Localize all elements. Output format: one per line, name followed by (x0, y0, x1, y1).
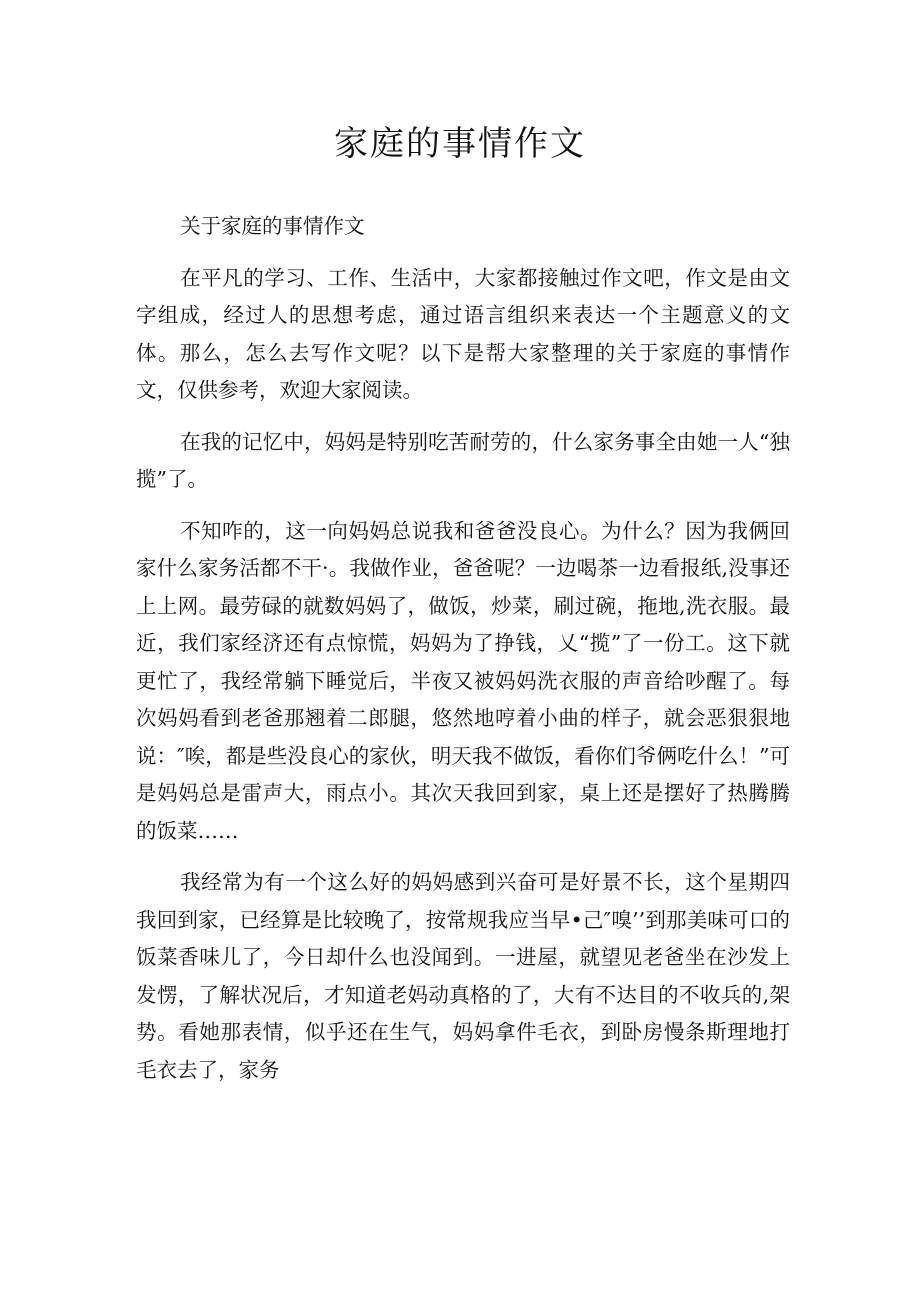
document-body (136, 208, 790, 1103)
paragraph-thursday: 我经常为有一个这么好的妈妈感到兴奋可是好景不长，这个星期四我回到家，已经算是比较晚了，按常规我应当早•己″嗅’’到那美味可口的饭菜香味儿了，今日却什么也没闻到。一进屋，就望见老爸坐在沙发上发愣，了解状况后，才知道老妈动真格的了，大有不达目的不收兵的,架势。看她那表情，似乎还在生气，妈妈拿件毛衣，到卧房慢条斯理地打毛衣去了，家务 (136, 870, 790, 1082)
paragraph-housework: 不知咋的，这一向妈妈总说我和爸爸没良心。为什么？因为我俩回家什么家务活都不干·。我做作业，爸爸呢？一边喝茶一边看报纸,没事还上上网。最劳碌的就数妈妈了，做饭，炒菜，刷过碗，拖地,洗衣服。最近，我们家经济还有点惊慌，妈妈为了挣钱，乂“揽”了一份工。这下就更忙了，我经常躺下睡觉后，半夜又被妈妈洗衣服的声音给吵醒了。每次妈妈看到老爸那翘着二郎腿，悠然地哼着小曲的样子，就会恶狠狠地说：″唉，都是些没良心的家伙，明天我不做饭，看你们爷俩吃什么！”可是妈妈总是雷声大，雨点小。其次天我回到家，桌上还是摆好了热腾腾的饭菜…… (136, 518, 790, 843)
paragraph-subtitle: 关于家庭的事情作文 (180, 214, 365, 238)
paragraph-memory: 在我的记忆中，妈妈是特别吃苦耐劳的，什么家务事全由她一人“独揽”了。 (136, 429, 790, 491)
paragraph-intro: 在平凡的学习、工作、生活中，大家都接触过作文吧，作文是由文字组成，经过人的思想考虑，通过语言组织来表达一个主题意义的文体。那么，怎么去写作文呢？以下是帮大家整理的关于家庭的事情作文，仅供参考，欢迎大家阅读。 (136, 265, 790, 402)
document-title: 家庭的事情作文 (334, 124, 586, 164)
